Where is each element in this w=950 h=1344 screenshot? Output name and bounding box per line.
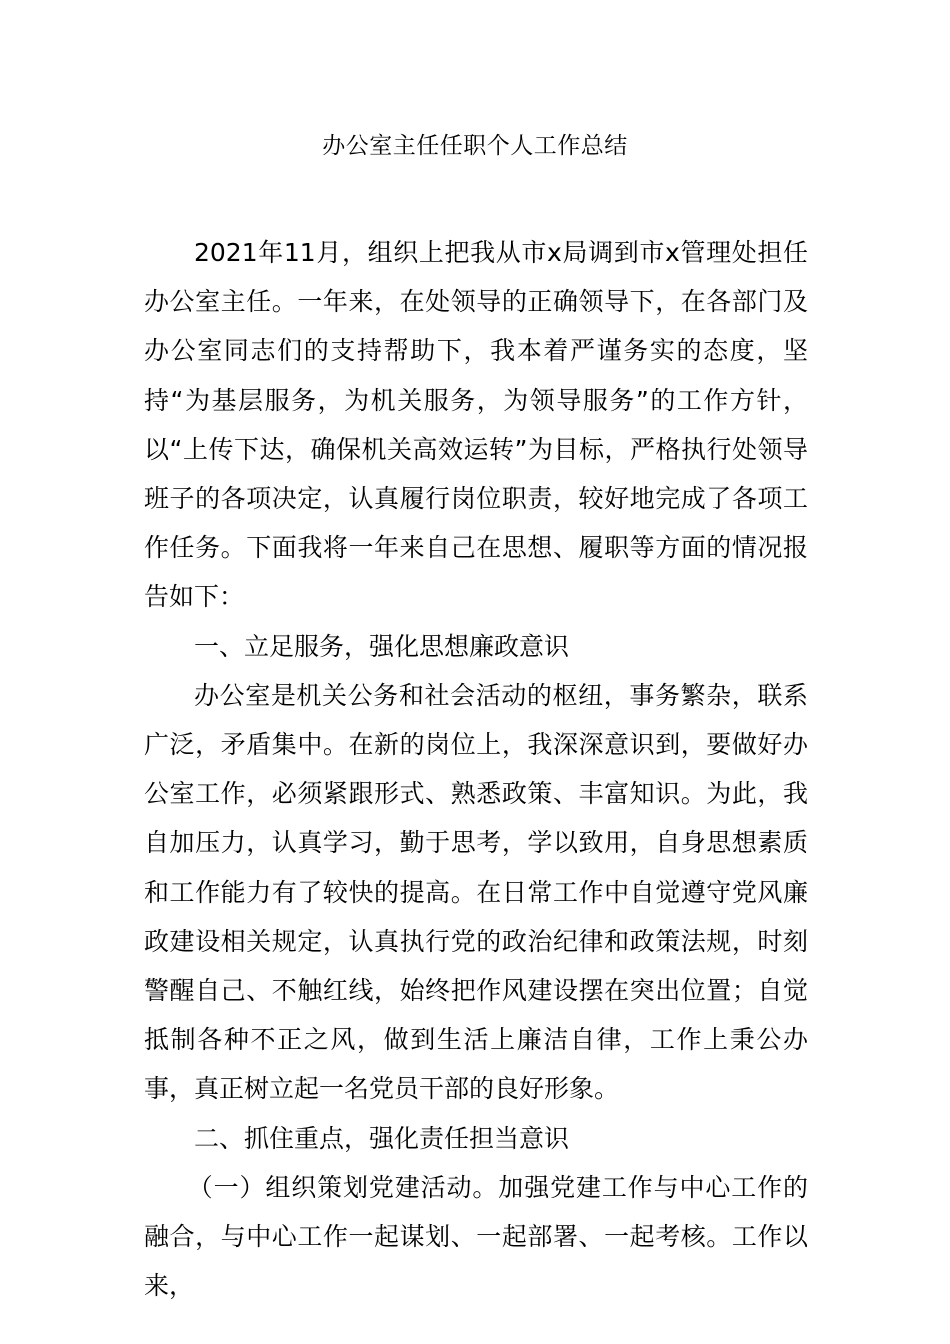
subsection-1-paragraph: （一）组织策划党建活动。加强党建工作与中心工作的融合，与中心工作一起谋划、一起部署、一起考核。工作以来， (144, 1172, 808, 1301)
section-1-paragraph: 办公室是机关公务和社会活动的枢纽，事务繁杂，联系广泛，矛盾集中。在新的岗位上，我深深意识到，要做好办公室工作，必须紧跟形式、熟悉政策、丰富知识。为此，我自加压力，认真学习，勤于思考，学以致用，自身思想素质和工作能力有了较快的提高。在日常工作中自觉遵守党风廉政建设相关规定，认真执行党的政治纪律和政策法规，时刻警醒自己、不触红线，始终把作风建设摆在突出位置；自觉抵制各种不正之风，做到生活上廉洁自律，工作上秉公办事，真正树立起一名党员干部的良好形象。 (144, 680, 808, 1104)
document-body (144, 228, 808, 1310)
intro-paragraph: 2021年11月，组织上把我从市x局调到市x管理处担任办公室主任。一年来，在处领导的正确领导下，在各部门及办公室同志们的支持帮助下，我本着严谨务实的态度，坚持“为基层服务，为机关服务，为领导服务”的工作方针，以“上传下达，确保机关高效运转”为目标，严格执行处领导班子的各项决定，认真履行岗位职责，较好地完成了各项工作任务。下面我将一年来自己在思想、履职等方面的情况报告如下： (144, 238, 808, 612)
section-heading-2: 二、抓住重点，强化责任担当意识 (194, 1123, 570, 1153)
document-title: 办公室主任任职个人工作总结 (322, 133, 628, 159)
section-heading-1: 一、立足服务，强化思想廉政意识 (194, 631, 570, 661)
